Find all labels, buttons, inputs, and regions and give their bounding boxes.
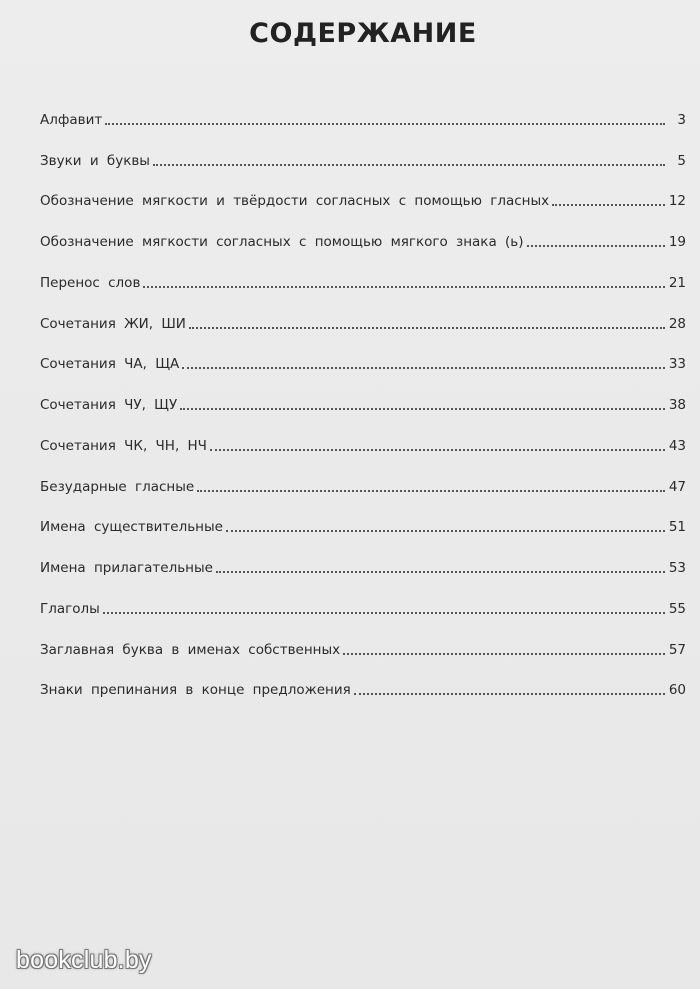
toc-dot-leader: [189, 327, 665, 329]
toc-entry-label: Имена существительные: [40, 519, 223, 536]
toc-entry-punctuation: [40, 663, 686, 704]
toc-entry-page: 21: [668, 274, 686, 291]
toc-dot-leader: [552, 204, 665, 206]
toc-entry-page: 51: [668, 519, 686, 536]
toc-entry-label: Заглавная буква в именах собственных: [40, 641, 341, 658]
toc-entry-soft-sign: [40, 214, 686, 255]
toc-entry-page: 38: [668, 397, 686, 413]
toc-entry-label: Сочетания ЧУ, ЩУ: [40, 397, 178, 413]
toc-entry-label: Глаголы: [40, 600, 100, 617]
toc-dot-leader: [226, 530, 665, 532]
toc-entry-label: Сочетания ЖИ, ШИ: [40, 315, 186, 332]
toc-dot-leader: [153, 164, 665, 166]
toc-entry-label: Обозначение мягкости согласных с помощью мягкого знака (ь): [40, 234, 524, 250]
toc-dot-leader: [143, 286, 665, 288]
page-title: СОДЕРЖАНИЕ: [249, 18, 477, 49]
toc-entry-label: Имена прилагательные: [40, 560, 213, 576]
table-of-contents: [40, 92, 686, 703]
toc-entry-label: Алфавит: [40, 111, 103, 128]
toc-dot-leader: [210, 449, 665, 451]
toc-entry-cha-shcha: [40, 337, 686, 378]
toc-entry-page: 3: [677, 111, 686, 128]
toc-entry-page: 57: [668, 641, 686, 658]
toc-entry-page: 55: [668, 600, 686, 617]
toc-entry-label: Перенос слов: [40, 274, 141, 291]
toc-dot-leader: [527, 245, 665, 247]
toc-entry-page: 53: [668, 560, 686, 576]
toc-entry-nouns: [40, 500, 686, 541]
toc-entry-page: 5: [677, 152, 686, 169]
toc-entry-page: 43: [668, 437, 686, 454]
toc-entry-softness-vowels: [40, 174, 686, 215]
toc-entry-page: 47: [668, 478, 686, 495]
toc-dot-leader: [180, 408, 665, 410]
toc-dot-leader: [103, 612, 665, 614]
toc-dot-leader: [343, 653, 665, 655]
toc-entry-capital-letter: [40, 622, 686, 663]
toc-dot-leader: [105, 123, 665, 125]
toc-dot-leader: [182, 367, 665, 369]
toc-entry-label: Безударные гласные: [40, 478, 195, 495]
toc-entry-page: 12: [668, 193, 686, 210]
toc-entry-unstressed-vowels: [40, 459, 686, 500]
toc-entry-label: Обозначение мягкости и твёрдости согласных с помощью гласных: [40, 193, 550, 210]
toc-entry-chu-shchu: [40, 377, 686, 418]
toc-entry-verbs: [40, 581, 686, 622]
toc-entry-adjectives: [40, 540, 686, 581]
site-watermark: bookclub.by: [16, 946, 152, 974]
toc-entry-hyphenation: [40, 255, 686, 296]
toc-entry-page: 33: [668, 356, 686, 373]
toc-entry-label: Знаки препинания в конце предложения: [40, 682, 351, 699]
toc-entry-zhi-shi: [40, 296, 686, 337]
toc-entry-label: Сочетания ЧК, ЧН, НЧ: [40, 437, 207, 454]
toc-entry-page: 19: [668, 234, 686, 250]
toc-entry-page: 28: [668, 315, 686, 332]
toc-entry-sounds-letters: [40, 133, 686, 174]
toc-dot-leader: [216, 571, 665, 573]
toc-entry-label: Звуки и буквы: [40, 152, 150, 169]
toc-entry-page: 60: [668, 682, 686, 699]
toc-dot-leader: [197, 490, 665, 492]
toc-entry-chk-chn-nch: [40, 418, 686, 459]
toc-entry-label: Сочетания ЧА, ЩА: [40, 356, 180, 373]
toc-entry-alphabet: [40, 92, 686, 133]
toc-dot-leader: [354, 693, 665, 695]
